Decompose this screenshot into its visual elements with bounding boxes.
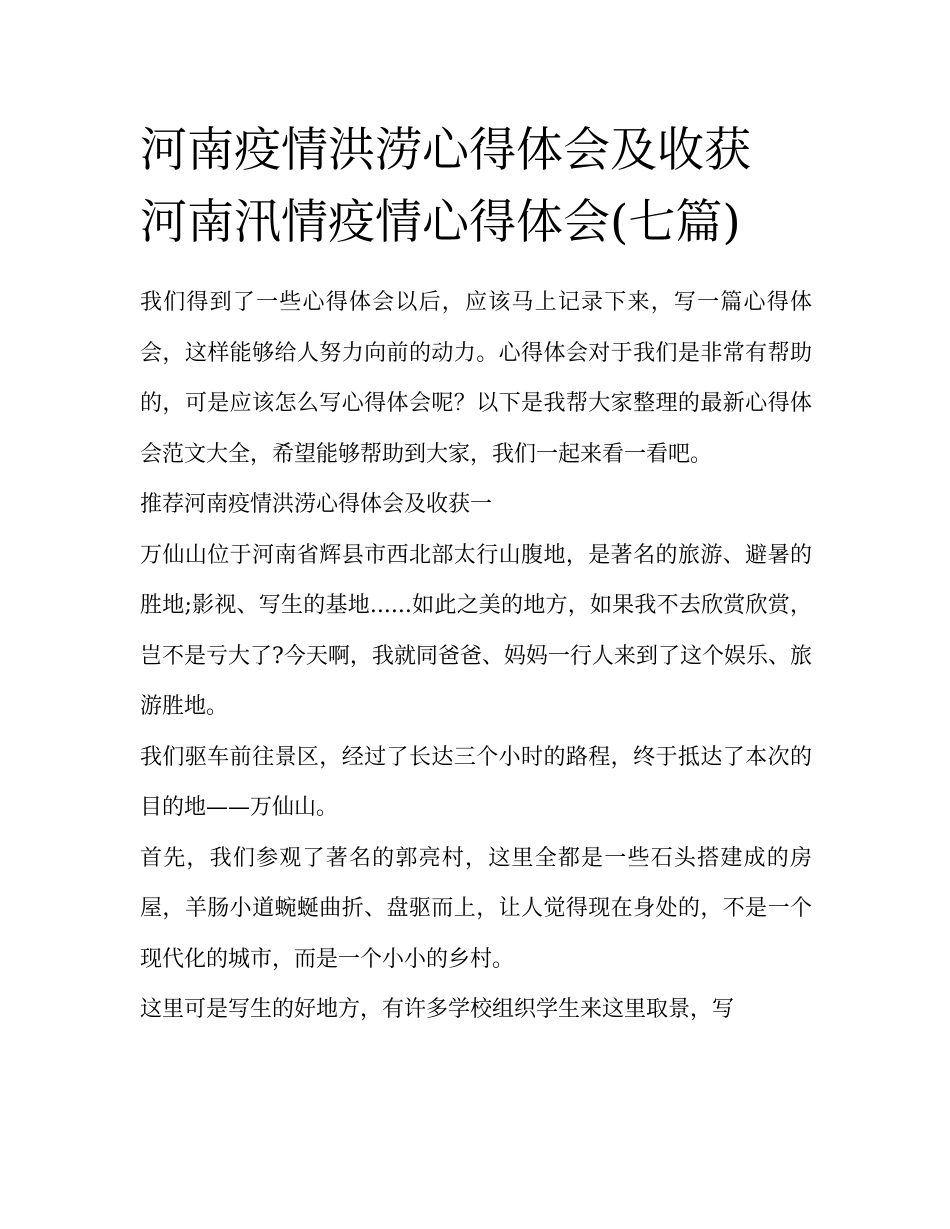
body-paragraph: 首先，我们参观了著名的郭亮村，这里全都是一些石头搭建成的房屋，羊肠小道蜿蜒曲折、盘驱而上，让人觉得现在身处的，不是一个现代化的城市，而是一个小小的乡村。 <box>140 845 812 972</box>
document-title <box>140 115 840 259</box>
intro-paragraph: 我们得到了一些心得体会以后，应该马上记录下来，写一篇心得体会，这样能够给人努力向前的动力。心得体会对于我们是非常有帮助的，可是应该怎么写心得体会呢？以下是我帮大家整理的最新心得体会范文大全，希望能够帮助到大家，我们一起来看一看吧。 <box>140 290 812 467</box>
title-line-1: 河南疫情洪涝心得体会及收获 <box>140 123 751 178</box>
body-paragraph: 我们驱车前往景区，经过了长达三个小时的路程，终于抵达了本次的目的地——万仙山。 <box>140 744 812 820</box>
section-heading: 推荐河南疫情洪涝心得体会及收获一 <box>140 492 493 517</box>
body-paragraph: 万仙山位于河南省辉县市西北部太行山腹地，是著名的旅游、避暑的胜地;影视、写生的基地......如此之美的地方，如果我不去欣赏欣赏，岂不是亏大了?今天啊，我就同爸爸、妈妈一行人来到了这个娱乐、旅游胜地。 <box>140 542 812 719</box>
body-paragraph: 这里可是写生的好地方，有许多学校组织学生来这里取景，写 <box>140 997 735 1022</box>
title-line-2: 河南汛情疫情心得体会(七篇) <box>140 195 741 250</box>
document-body <box>140 278 812 1036</box>
